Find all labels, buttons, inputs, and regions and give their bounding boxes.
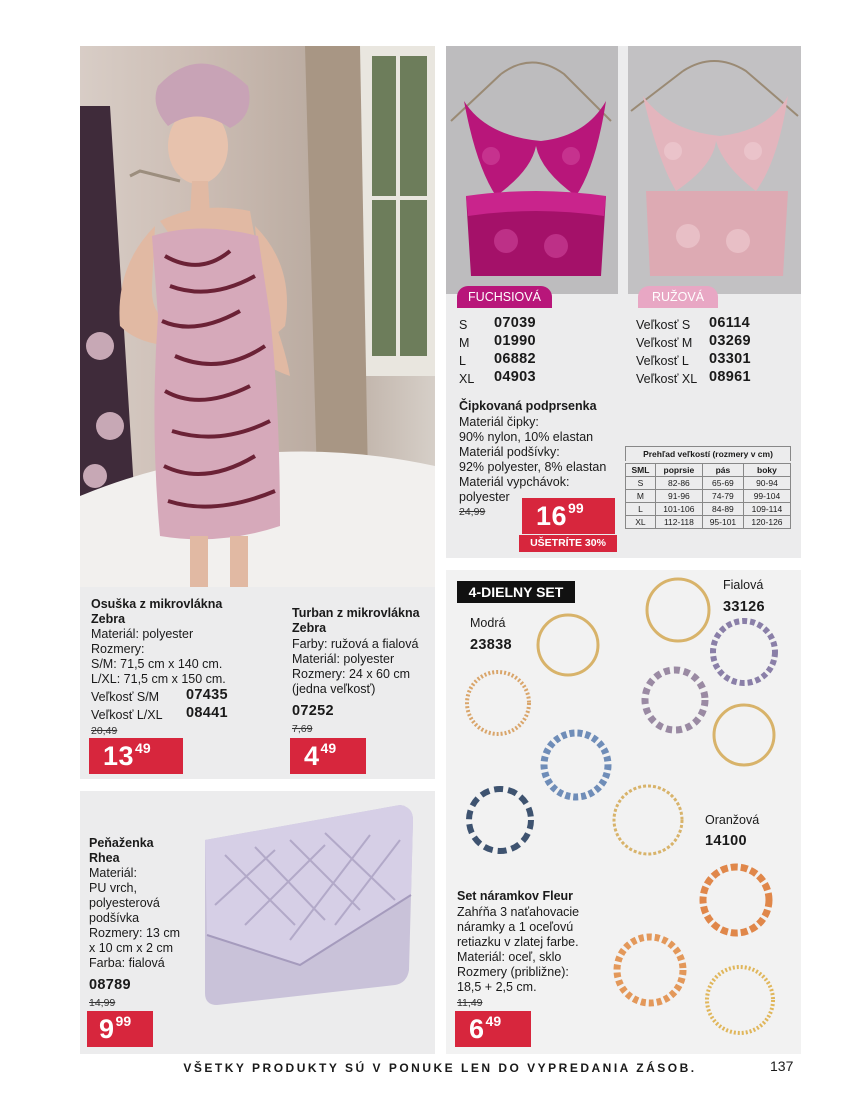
bracelet-line-5: Rozmery (približne): xyxy=(457,965,569,979)
variant-name-blue: Modrá xyxy=(470,616,506,630)
size-table-row xyxy=(626,477,791,490)
bracelet-line-2: náramky a 1 oceľovú xyxy=(457,920,574,934)
wallet-title: Peňaženka Rhea xyxy=(89,836,154,865)
size-table-header-row xyxy=(626,464,791,477)
bra-fuchsia-code-2: 01990 xyxy=(494,333,536,349)
turban-line-2: Materiál: polyester xyxy=(292,652,395,666)
size-table-cell: 90-94 xyxy=(743,477,790,490)
towel-line-2: Rozmery: xyxy=(91,642,145,656)
bra-pink-size-2: Veľkosť M xyxy=(636,336,693,350)
wallet-line-6: x 10 cm x 2 cm xyxy=(89,941,174,955)
turban-title: Turban z mikrovlákna Zebra xyxy=(292,606,420,635)
bracelet-line-4: Materiál: oceľ, sklo xyxy=(457,950,562,964)
towel-old-price: 20,49 xyxy=(91,725,118,737)
size-table-cell: 109-114 xyxy=(743,503,790,516)
bra-line-5: Materiál vypchávok: xyxy=(459,475,570,489)
bra-pink-tag: RUŽOVÁ xyxy=(638,286,718,308)
bracelet-price xyxy=(455,1011,531,1047)
size-table-title: Prehľad veľkostí (rozmery v cm) xyxy=(625,446,791,461)
towel-size-label-1: Veľkosť S/M xyxy=(91,690,160,704)
bra-pink-code-2: 03269 xyxy=(709,333,751,349)
bracelet-title: Set náramkov Fleur xyxy=(457,889,574,903)
bracelet-line-6: 18,5 + 2,5 cm. xyxy=(457,980,537,994)
size-table-cell: M xyxy=(626,490,656,503)
towel-price-int: 13 xyxy=(103,741,135,771)
bra-pink-size-4: Veľkosť XL xyxy=(636,372,698,386)
turban-line-1: Farby: ružová a fialová xyxy=(292,637,419,651)
size-table-cell: 91-96 xyxy=(655,490,702,503)
bra-pink-photo xyxy=(628,46,801,294)
variant-code-blue: 23838 xyxy=(470,637,512,653)
bra-price-dec: 99 xyxy=(568,500,584,516)
wallet-line-4: podšívka xyxy=(89,911,140,925)
size-table-cell: 112-118 xyxy=(655,516,702,529)
bra-title: Čipkovaná podprsenka xyxy=(459,399,597,413)
turban-price xyxy=(290,738,366,774)
towel-size-label-2: Veľkosť L/XL xyxy=(91,708,163,722)
size-table-cell: 95-101 xyxy=(702,516,743,529)
variant-code-purple: 33126 xyxy=(723,599,765,615)
bra-pink-code-3: 03301 xyxy=(709,351,751,367)
size-table-cell: 101-106 xyxy=(655,503,702,516)
bra-fuchsia-size-2: M xyxy=(459,336,470,350)
size-table-header: poprsie xyxy=(655,464,702,477)
bra-pink-code-4: 08961 xyxy=(709,369,751,385)
wallet-line-1: Materiál: xyxy=(89,866,137,880)
towel-photo xyxy=(80,46,435,587)
turban-price-int: 4 xyxy=(304,741,320,771)
bra-fuchsia-tag: FUCHSIOVÁ xyxy=(457,286,552,308)
bra-pink-size-1: Veľkosť S xyxy=(636,318,691,332)
bracelet-line-3: retiazku v zlatej farbe. xyxy=(457,935,579,949)
wallet-line-2: PU vrch, xyxy=(89,881,137,895)
turban-price-dec: 49 xyxy=(320,740,337,756)
bracelet-price-int: 6 xyxy=(469,1014,485,1044)
size-table-row xyxy=(626,516,791,529)
wallet-line-7: Farba: fialová xyxy=(89,956,165,970)
bra-line-3: Materiál podšívky: xyxy=(459,445,560,459)
bracelet-price-dec: 49 xyxy=(485,1013,502,1029)
wallet-photo xyxy=(195,795,420,1015)
bra-pink-code-1: 06114 xyxy=(709,315,751,331)
towel-line-1: Materiál: polyester xyxy=(91,627,194,641)
variant-name-purple: Fialová xyxy=(723,578,764,592)
wallet-price-int: 9 xyxy=(99,1014,115,1044)
bra-line-2: 90% nylon, 10% elastan xyxy=(459,430,594,444)
wallet-code: 08789 xyxy=(89,977,131,993)
towel-line-3: S/M: 71,5 cm x 140 cm. xyxy=(91,657,223,671)
footer-notice: VŠETKY PRODUKTY SÚ V PONUKE LEN DO VYPREDANIA ZÁSOB. xyxy=(183,1061,697,1075)
bra-price-int: 16 xyxy=(536,501,568,531)
towel-title: Osuška z mikrovlákna Zebra xyxy=(91,597,223,626)
bra-savings-badge: UŠETRÍTE 30% xyxy=(519,535,617,552)
bra-fuchsia-size-3: L xyxy=(459,354,466,368)
variant-code-orange: 14100 xyxy=(705,833,747,849)
size-table-cell: 74-79 xyxy=(702,490,743,503)
bra-fuchsia-code-3: 06882 xyxy=(494,351,536,367)
bracelet-old-price: 11,49 xyxy=(457,997,483,1009)
turban-code: 07252 xyxy=(292,703,334,719)
bra-line-6: polyester xyxy=(459,490,510,504)
wallet-price-dec: 99 xyxy=(115,1013,132,1029)
bra-fuchsia-code-4: 04903 xyxy=(494,369,536,385)
towel-size-code-2: 08441 xyxy=(186,705,228,721)
bra-fuchsia-code-1: 07039 xyxy=(494,315,536,331)
size-table-cell: 99-104 xyxy=(743,490,790,503)
size-table-cell: 120-126 xyxy=(743,516,790,529)
page-number: 137 xyxy=(770,1058,794,1074)
turban-line-3: Rozmery: 24 x 60 cm xyxy=(292,667,411,681)
bra-pink-size-3: Veľkosť L xyxy=(636,354,689,368)
bra-fuchsia-size-1: S xyxy=(459,318,468,332)
size-table xyxy=(625,463,791,529)
size-table-cell: S xyxy=(626,477,656,490)
size-table-cell: 82-86 xyxy=(655,477,702,490)
turban-line-4: (jedna veľkosť) xyxy=(292,682,376,696)
bra-price xyxy=(522,498,615,534)
wallet-line-5: Rozmery: 13 cm xyxy=(89,926,180,940)
size-table-row xyxy=(626,503,791,516)
bra-fuchsia-size-4: XL xyxy=(459,372,475,386)
towel-line-4: L/XL: 71,5 cm x 150 cm. xyxy=(91,672,226,686)
size-table-cell: 84-89 xyxy=(702,503,743,516)
bra-old-price: 24,99 xyxy=(459,506,486,518)
size-table-cell: L xyxy=(626,503,656,516)
wallet-line-3: polyesterová xyxy=(89,896,160,910)
bra-line-4: 92% polyester, 8% elastan xyxy=(459,460,607,474)
bra-fuchsia-photo xyxy=(446,46,618,294)
towel-price xyxy=(89,738,183,774)
size-table-header: SML xyxy=(626,464,656,477)
bra-line-1: Materiál čipky: xyxy=(459,415,539,429)
size-table-header: pás xyxy=(702,464,743,477)
towel-size-code-1: 07435 xyxy=(186,687,228,703)
bracelet-line-1: Zahŕňa 3 naťahovacie xyxy=(457,905,580,919)
towel-price-dec: 49 xyxy=(135,740,151,756)
wallet-price xyxy=(87,1011,153,1047)
size-table-cell: 65-69 xyxy=(702,477,743,490)
size-table-cell: XL xyxy=(626,516,656,529)
turban-old-price: 7,69 xyxy=(292,723,313,735)
variant-name-orange: Oranžová xyxy=(705,813,760,827)
set-badge: 4-DIELNY SET xyxy=(457,581,575,603)
size-table-row xyxy=(626,490,791,503)
wallet-old-price: 14,99 xyxy=(89,997,116,1009)
size-table-header: boky xyxy=(743,464,790,477)
